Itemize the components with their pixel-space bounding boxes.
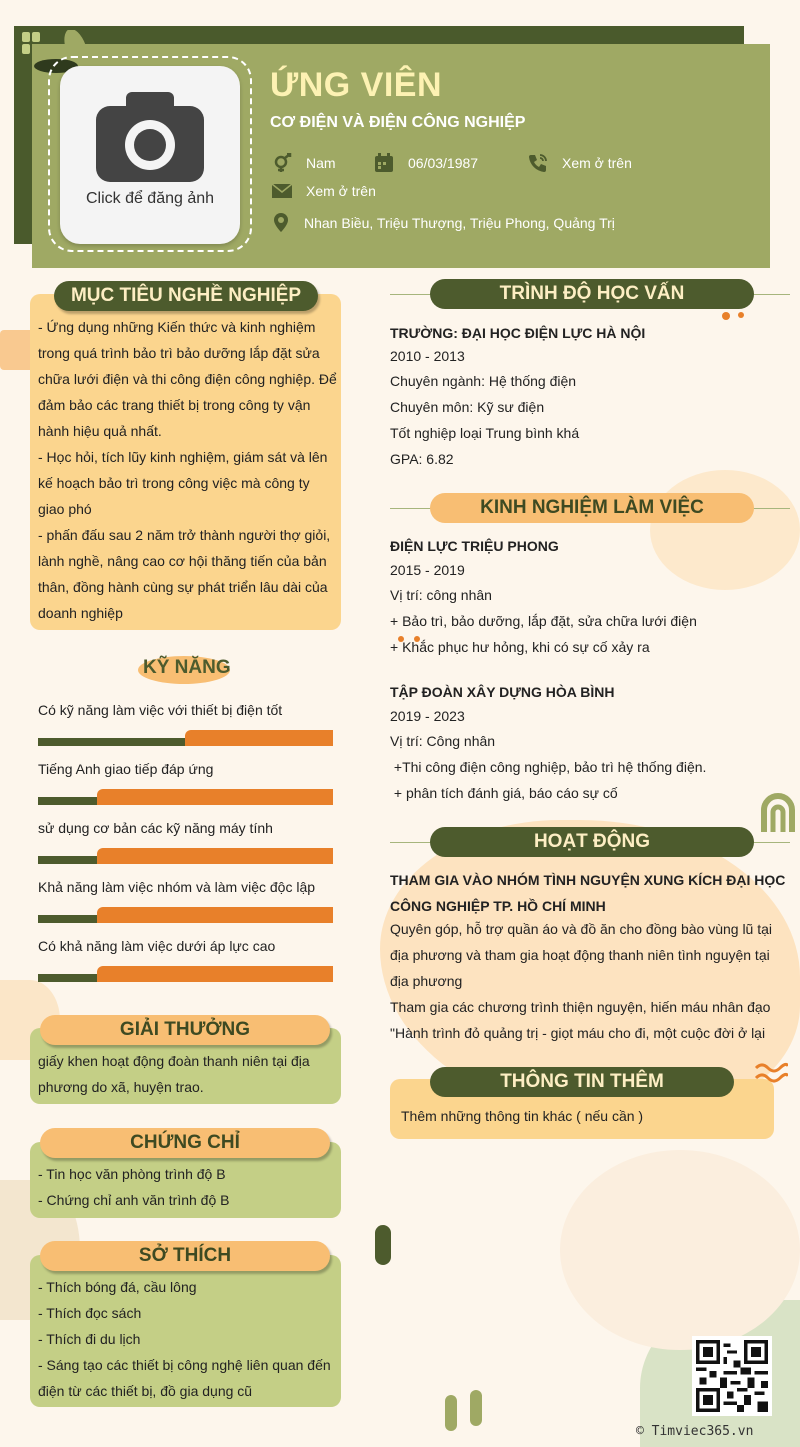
objective-line: - Ứng dụng những Kiến thức và kinh nghiệm (38, 319, 316, 335)
objective-line: chữa lưới điện và thi công điện công nghiệp. Để (38, 371, 337, 387)
birthdate-value: 06/03/1987 (408, 155, 479, 171)
education-specialty: Chuyên môn: Kỹ sư điện (390, 399, 545, 415)
skill-label: Khả năng làm việc nhóm và làm việc độc lập (38, 879, 316, 895)
decor-blob (722, 312, 730, 320)
activity-line: địa phương và tham gia hoạt động thanh niên tình nguyện tại (390, 947, 770, 963)
decor-blob (650, 470, 800, 590)
address-field (272, 213, 615, 233)
objective-line: doanh nghiệp (38, 605, 123, 621)
activity-line: Tham gia các chương trình thiện nguyện, hiến máu nhân đạo (390, 999, 771, 1015)
copyright-text: © Timviec365.vn (636, 1424, 754, 1439)
objective-title: MỤC TIÊU NGHỀ NGHIỆP (54, 281, 318, 311)
gender-value: Nam (306, 155, 336, 171)
skill-label: Có kỹ năng làm việc với thiết bị điện tốt (38, 702, 283, 718)
phone-field (528, 153, 632, 173)
objective-line: - Học hỏi, tích lũy kinh nghiệm, giám sát và lên (38, 449, 328, 465)
hobbies-text (38, 1274, 336, 1404)
activity-organization-line: THAM GIA VÀO NHÓM TÌNH NGUYỆN XUNG KÍCH ĐẠI HỌC (390, 872, 786, 888)
award-line: giấy khen hoạt động đoàn thanh niên tại địa (38, 1053, 310, 1069)
education-major: Chuyên ngành: Hệ thống điện (390, 373, 577, 389)
activity-organization (390, 867, 790, 919)
photo-upload[interactable] (60, 66, 240, 244)
wave-decor-icon (754, 1060, 788, 1090)
email-field (272, 183, 376, 199)
hobbies-title: SỞ THÍCH (40, 1241, 330, 1271)
objective-text (38, 314, 337, 626)
job-position: Vị trí: công nhân (390, 587, 492, 603)
skill-label: sử dụng cơ bản các kỹ năng máy tính (38, 820, 273, 836)
job-task: +Thi công điện công nghiệp, bảo trì hệ thống điện. (390, 759, 707, 775)
email-icon (272, 183, 292, 199)
skill-bar-fill (97, 789, 333, 805)
objective-line: trong quá trình bảo trì bảo dưỡng lắp đặt sửa (38, 345, 320, 361)
certificate-line: - Chứng chỉ anh văn trình độ B (38, 1192, 230, 1208)
gender-icon (272, 153, 292, 173)
education-grade: Tốt nghiệp loại Trung bình khá (390, 425, 580, 441)
activity-line: Quyên góp, hỗ trợ quần áo và đồ ăn cho đồng bào vùng lũ tại (390, 921, 773, 937)
job-task: + Khắc phục hư hỏng, khi có sự cố xảy ra (390, 639, 650, 655)
objective-line: kế hoạch bảo trì trong công việc mà công ty (38, 475, 310, 491)
skill-bar-fill (185, 730, 333, 746)
certificates-title: CHỨNG CHỈ (40, 1128, 330, 1158)
qr-code[interactable] (692, 1336, 772, 1416)
skill-bar-fill (97, 907, 333, 923)
activities-title: HOẠT ĐỘNG (430, 827, 754, 857)
birthdate-field (374, 153, 478, 173)
activity-description (390, 916, 790, 1046)
award-line: phương do xã, huyện trao. (38, 1079, 204, 1095)
objective-line: thân, đồng hành cùng sự phát triển lâu dài của (38, 579, 328, 595)
address-value: Nhan Biều, Triệu Thượng, Triệu Phong, Quảng Trị (304, 215, 615, 231)
objective-line: hành hiệu quả nhất. (38, 423, 162, 439)
hobby-line: - Thích bóng đá, cầu lông (38, 1279, 197, 1295)
decor-blob (445, 1395, 457, 1431)
decor-blob (0, 330, 34, 370)
job-title: CƠ ĐIỆN VÀ ĐIỆN CÔNG NGHIỆP (270, 114, 526, 131)
hobby-line: - Sáng tạo các thiết bị công nghệ liên quan đến (38, 1357, 331, 1373)
objective-line: - phấn đấu sau 2 năm trở thành người thợ giỏi, (38, 527, 331, 543)
decor-blob (738, 312, 744, 318)
objective-line: đảm bảo các trang thiết bị trong công ty vận (38, 397, 311, 413)
candidate-name: ỨNG VIÊN (270, 66, 443, 104)
job-period: 2019 - 2023 (390, 708, 465, 724)
activity-line: địa phương (390, 973, 463, 989)
job-position: Vị trí: Công nhân (390, 733, 496, 749)
rainbow-decor-icon (760, 788, 796, 832)
hobby-line: - Thích đọc sách (38, 1305, 142, 1321)
skill-bar-fill (97, 848, 333, 864)
hobby-line: điện từ các thiết bị, đồ gia dụng cũ (38, 1383, 253, 1399)
decor-blob (375, 1225, 391, 1265)
job-company: ĐIỆN LỰC TRIỆU PHONG (390, 538, 559, 554)
activity-organization-line: CÔNG NGHIỆP TP. HỒ CHÍ MINH (390, 898, 606, 914)
skill-bar-fill (97, 966, 333, 982)
camera-icon (96, 92, 204, 182)
experience-title: KINH NGHIỆM LÀM VIỆC (430, 493, 754, 523)
education-title: TRÌNH ĐỘ HỌC VẤN (430, 279, 754, 309)
hobby-line: - Thích đi du lịch (38, 1331, 141, 1347)
certificates-text (38, 1161, 338, 1213)
phone-value: Xem ở trên (562, 155, 632, 171)
awards-text (38, 1048, 338, 1100)
additional-text: Thêm những thông tin khác ( nếu cần ) (401, 1108, 644, 1124)
job-company: TẬP ĐOÀN XÂY DỰNG HÒA BÌNH (390, 684, 615, 700)
additional-title: THÔNG TIN THÊM (430, 1067, 734, 1097)
skill-label: Tiếng Anh giao tiếp đáp ứng (38, 761, 214, 777)
job-task: + phân tích đánh giá, báo cáo sự cố (390, 785, 618, 801)
education-period: 2010 - 2013 (390, 348, 465, 364)
decor-blob (560, 1150, 800, 1350)
objective-line: giao phó (38, 501, 92, 517)
job-task: + Bảo trì, bảo dưỡng, lắp đặt, sửa chữa lưới điện (390, 613, 697, 629)
job-period: 2015 - 2019 (390, 562, 465, 578)
education-school: TRƯỜNG: ĐẠI HỌC ĐIỆN LỰC HÀ NỘI (390, 325, 646, 341)
certificate-line: - Tin học văn phòng trình độ B (38, 1166, 226, 1182)
qr-code-icon (696, 1340, 768, 1412)
activity-line: "Hành trình đỏ quảng trị - giọt máu cho đi, một cuộc đời ở lại (390, 1025, 766, 1041)
gender-field (272, 153, 336, 173)
photo-caption: Click để đăng ảnh (85, 190, 215, 207)
skill-label: Có khả năng làm việc dưới áp lực cao (38, 938, 276, 954)
education-gpa: GPA: 6.82 (390, 451, 454, 467)
awards-title: GIẢI THƯỞNG (40, 1015, 330, 1045)
location-pin-icon (272, 213, 290, 233)
calendar-icon (374, 153, 394, 173)
objective-line: lành nghề, nâng cao cơ hội thăng tiến của bản (38, 553, 327, 569)
skills-title: KỸ NĂNG (143, 657, 231, 678)
email-value: Xem ở trên (306, 183, 376, 199)
decor-blob (470, 1390, 482, 1426)
phone-icon (528, 153, 548, 173)
